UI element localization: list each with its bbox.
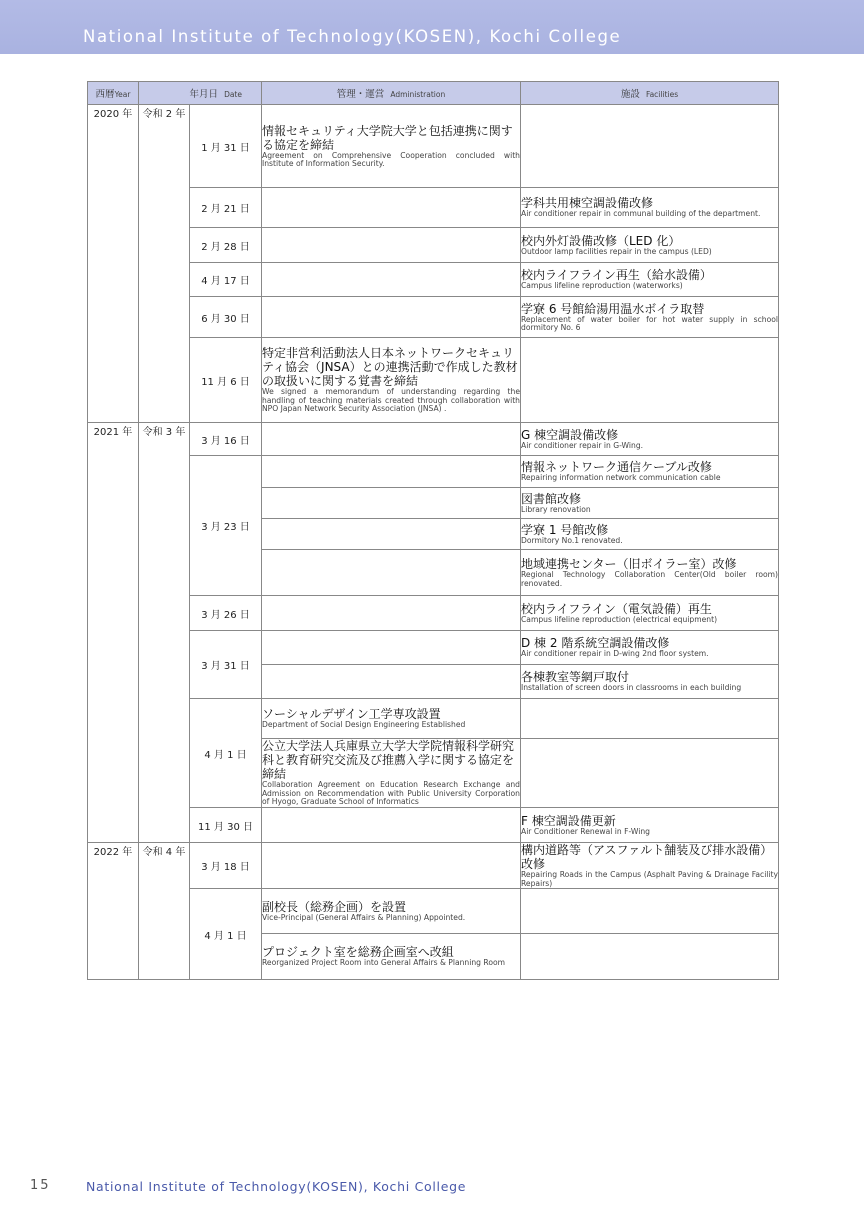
date-cell: 6 月 30 日 <box>190 297 262 338</box>
table-row <box>88 808 779 843</box>
date-cell: 3 月 26 日 <box>190 596 262 631</box>
admin-cell <box>262 423 521 456</box>
header-administration: 管理・運営 Administration <box>262 82 521 105</box>
header-date: 年月日 Date <box>190 82 262 105</box>
date-cell: 3 月 23 日 <box>190 456 262 596</box>
admin-cell <box>262 665 521 699</box>
table-row <box>88 105 779 188</box>
year-cell: 2020 年 <box>88 105 139 423</box>
facilities-cell: 学科共用棟空調設備改修 Air conditioner repair in communal building of the department. <box>521 188 779 228</box>
facilities-cell: 各棟教室等網戸取付 Installation of screen doors in classrooms in each building <box>521 665 779 699</box>
table-row <box>88 338 779 423</box>
year-cell: 2022 年 <box>88 843 139 980</box>
facilities-cell: D 棟 2 階系統空調設備改修 Air conditioner repair in D-wing 2nd floor system. <box>521 631 779 665</box>
admin-cell <box>262 550 521 596</box>
facilities-cell <box>521 338 779 423</box>
admin-cell <box>262 263 521 297</box>
admin-cell <box>262 228 521 263</box>
facilities-cell: G 棟空調設備改修 Air conditioner repair in G-Wing. <box>521 423 779 456</box>
table-row <box>88 423 779 456</box>
year-cell: 2021 年 <box>88 423 139 843</box>
admin-cell <box>262 843 521 889</box>
table-header-row <box>88 82 779 105</box>
date-cell: 4 月 1 日 <box>190 699 262 808</box>
date-cell: 2 月 21 日 <box>190 188 262 228</box>
facilities-cell: 校内ライフライン（電気設備）再生 Campus lifeline reproduction (electrical equipment) <box>521 596 779 631</box>
date-cell: 3 月 31 日 <box>190 631 262 699</box>
admin-cell <box>262 456 521 488</box>
table-row <box>88 188 779 228</box>
admin-cell: 情報セキュリティ大学院大学と包括連携に関する協定を締結 Agreement on Comprehensive Cooperation concluded with Institute of Information Security. <box>262 105 521 188</box>
header-facilities: 施設 Facilities <box>521 82 779 105</box>
facilities-cell: 校内外灯設備改修（LED 化） Outdoor lamp facilities repair in the campus (LED) <box>521 228 779 263</box>
table-row <box>88 699 779 739</box>
date-cell: 4 月 1 日 <box>190 889 262 980</box>
facilities-cell: 学寮 1 号館改修 Dormitory No.1 renovated. <box>521 519 779 550</box>
admin-cell <box>262 631 521 665</box>
date-cell: 1 月 31 日 <box>190 105 262 188</box>
admin-cell: 副校長（総務企画）を設置 Vice-Principal (General Affairs & Planning) Appointed. <box>262 889 521 934</box>
era-cell: 令和 3 年 <box>139 423 190 843</box>
date-cell: 11 月 30 日 <box>190 808 262 843</box>
facilities-cell <box>521 889 779 934</box>
facilities-cell: 地域連携センター（旧ボイラー室）改修 Regional Technology Collaboration Center(Old boiler room) renovated. <box>521 550 779 596</box>
admin-cell <box>262 488 521 519</box>
facilities-cell <box>521 699 779 739</box>
header-year: 西暦Year <box>88 82 139 105</box>
admin-cell: 特定非営利活動法人日本ネットワークセキュリティ協会（JNSA）との連携活動で作成した教材の取扱いに関する覚書を締結 We signed a memorandum of understanding regarding the handling of teaching materials created through collaboration with NPO Japan Network Security Association (JNSA) . <box>262 338 521 423</box>
admin-cell: プロジェクト室を総務企画室へ改組 Reorganized Project Room into General Affairs & Planning Room <box>262 934 521 980</box>
facilities-cell: 学寮 6 号館給湯用温水ボイラ取替 Replacement of water boiler for hot water supply in school dormitory No. 6 <box>521 297 779 338</box>
admin-cell <box>262 808 521 843</box>
facilities-cell: F 棟空調設備更新 Air Conditioner Renewal in F-Wing <box>521 808 779 843</box>
table-row <box>88 596 779 631</box>
facilities-cell: 図書館改修 Library renovation <box>521 488 779 519</box>
admin-cell: 公立大学法人兵庫県立大学大学院情報科学研究科と教育研究交流及び推薦入学に関する協定を締結 Collaboration Agreement on Education Research Exchange and Admission on Recommendation with Public University Corporation of Hyogo, Graduate School of Informatics <box>262 739 520 807</box>
header-title: National Institute of Technology(KOSEN), Kochi College <box>83 27 622 46</box>
facilities-cell: 情報ネットワーク通信ケーブル改修 Repairing information network communication cable <box>521 456 779 488</box>
table-row <box>88 843 779 889</box>
admin-cell <box>262 519 521 550</box>
page-header-band <box>0 0 864 54</box>
facilities-cell <box>521 105 779 188</box>
date-cell: 11 月 6 日 <box>190 338 262 423</box>
date-cell: 4 月 17 日 <box>190 263 262 297</box>
table-row <box>88 297 779 338</box>
admin-cell <box>262 297 521 338</box>
facilities-cell: 構内道路等（アスファルト舗装及び排水設備）改修 Repairing Roads in the Campus (Asphalt Paving & Drainage Facility Repairs) <box>521 843 778 888</box>
history-table <box>87 81 779 980</box>
header-date-left <box>139 82 190 105</box>
facilities-cell <box>521 934 779 980</box>
table-row <box>88 456 779 488</box>
date-cell: 3 月 16 日 <box>190 423 262 456</box>
date-cell: 3 月 18 日 <box>190 843 262 889</box>
admin-cell: ソーシャルデザイン工学専攻設置 Department of Social Design Engineering Established <box>262 699 521 739</box>
facilities-cell <box>521 739 779 808</box>
admin-cell <box>262 596 521 631</box>
era-cell: 令和 4 年 <box>139 843 190 980</box>
table-row <box>88 889 779 934</box>
date-cell: 2 月 28 日 <box>190 228 262 263</box>
table-row <box>88 631 779 665</box>
page-number: 15 <box>30 1178 51 1193</box>
table-row <box>88 228 779 263</box>
table-row <box>88 263 779 297</box>
admin-cell <box>262 188 521 228</box>
era-cell: 令和 2 年 <box>139 105 190 423</box>
facilities-cell: 校内ライフライン再生（給水設備） Campus lifeline reproduction (waterworks) <box>521 263 779 297</box>
footer-title: National Institute of Technology(KOSEN), Kochi College <box>86 1179 467 1194</box>
